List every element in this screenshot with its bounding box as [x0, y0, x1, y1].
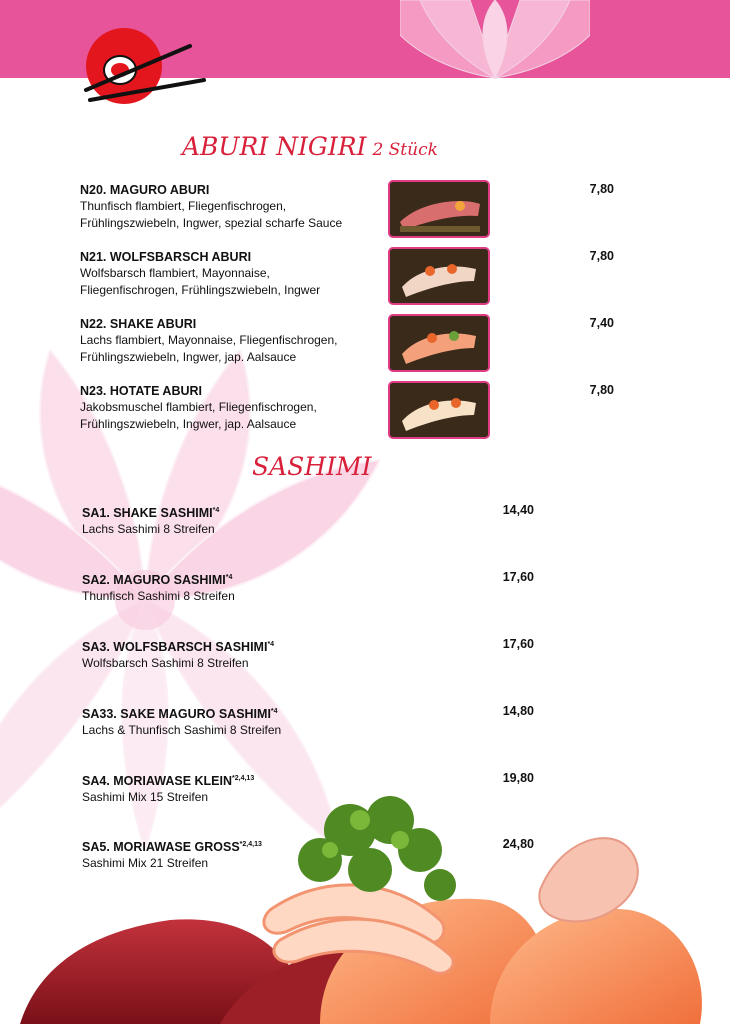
item-price: 17,60 — [502, 637, 534, 651]
item-price: 7,80 — [589, 383, 614, 397]
menu-item — [80, 383, 614, 433]
item-price: 7,40 — [589, 316, 614, 330]
menu-item — [82, 837, 542, 872]
item-name: SA1. SHAKE SASHIMI$^{*4}$ — [82, 506, 220, 520]
item-price: 14,40 — [502, 503, 534, 517]
menu-item — [82, 503, 542, 538]
sashimi-platter-image — [20, 780, 720, 1024]
item-price: 24,80 — [502, 837, 534, 851]
item-price: 19,80 — [502, 771, 534, 785]
item-price: 7,80 — [589, 249, 614, 263]
item-desc: Thunfisch flambiert, Fliegenfischrogen, — [80, 199, 287, 213]
item-price: 14,80 — [502, 704, 534, 718]
item-price: 7,80 — [589, 182, 614, 196]
section-subtitle: 2 Stück — [372, 140, 438, 160]
item-photo — [388, 314, 490, 372]
menu-item — [82, 704, 542, 739]
item-name: SA2. MAGURO SASHIMI$^{*4}$ — [82, 573, 233, 587]
section-title-text: ABURI NIGIRI — [182, 132, 367, 161]
item-desc: Thunfisch Sashimi 8 Streifen — [82, 589, 235, 603]
item-desc: Sashimi Mix 21 Streifen — [82, 856, 209, 870]
menu-item — [82, 771, 542, 806]
item-desc: Lachs & Thunfisch Sashimi 8 Streifen — [82, 723, 282, 737]
item-name: SA5. MORIAWASE GROSS$^{*2,4,13}$ — [82, 840, 262, 854]
lotus-flower-icon — [400, 0, 590, 80]
item-desc: Frühlingszwiebeln, Ingwer, jap. Aalsauce — [80, 417, 297, 431]
item-desc: Wolfsbarsch Sashimi 8 Streifen — [82, 656, 249, 670]
item-desc: Lachs flambiert, Mayonnaise, Fliegenfischrogen, — [80, 333, 338, 347]
section-title-aburi-nigiri — [182, 132, 438, 161]
item-photo — [388, 381, 490, 439]
allergen-note: *4 — [225, 574, 233, 581]
item-name: N20. MAGURO ABURI — [80, 183, 210, 197]
item-photo — [388, 180, 490, 238]
item-name: N22. SHAKE ABURI — [80, 317, 197, 331]
section-title-sashimi — [252, 452, 371, 481]
item-desc: Sashimi Mix 15 Streifen — [82, 790, 209, 804]
item-photo — [388, 247, 490, 305]
menu-item — [82, 570, 542, 605]
item-name: N21. WOLFSBARSCH ABURI — [80, 250, 252, 264]
sushi-chopsticks-logo — [82, 28, 210, 104]
allergen-note: *2,4,13 — [232, 775, 255, 782]
item-name: SA3. WOLFSBARSCH SASHIMI$^{*4}$ — [82, 640, 275, 654]
allergen-note: *4 — [267, 641, 275, 648]
item-desc: Frühlingszwiebeln, Ingwer, jap. Aalsauce — [80, 350, 297, 364]
item-desc: Jakobsmuschel flambiert, Fliegenfischrogen, — [80, 400, 317, 414]
section-title-text: SASHIMI — [252, 452, 372, 481]
item-name: SA4. MORIAWASE KLEIN$^{*2,4,13}$ — [82, 774, 255, 788]
allergen-note: *2,4,13 — [239, 841, 262, 848]
menu-item — [82, 637, 542, 672]
item-price: 17,60 — [502, 570, 534, 584]
item-desc: Wolfsbarsch flambiert, Mayonnaise, — [80, 266, 270, 280]
item-desc: Frühlingszwiebeln, Ingwer, spezial scharfe Sauce — [80, 216, 343, 230]
menu-item — [80, 316, 614, 366]
item-name: SA33. SAKE MAGURO SASHIMI$^{*4}$ — [82, 707, 278, 721]
allergen-note: *4 — [270, 708, 278, 715]
item-desc: Fliegenfischrogen, Frühlingszwiebeln, Ingwer — [80, 283, 321, 297]
allergen-note: *4 — [212, 507, 220, 514]
menu-item — [80, 182, 614, 232]
menu-item — [80, 249, 614, 299]
item-name: N23. HOTATE ABURI — [80, 384, 202, 398]
item-desc: Lachs Sashimi 8 Streifen — [82, 522, 215, 536]
